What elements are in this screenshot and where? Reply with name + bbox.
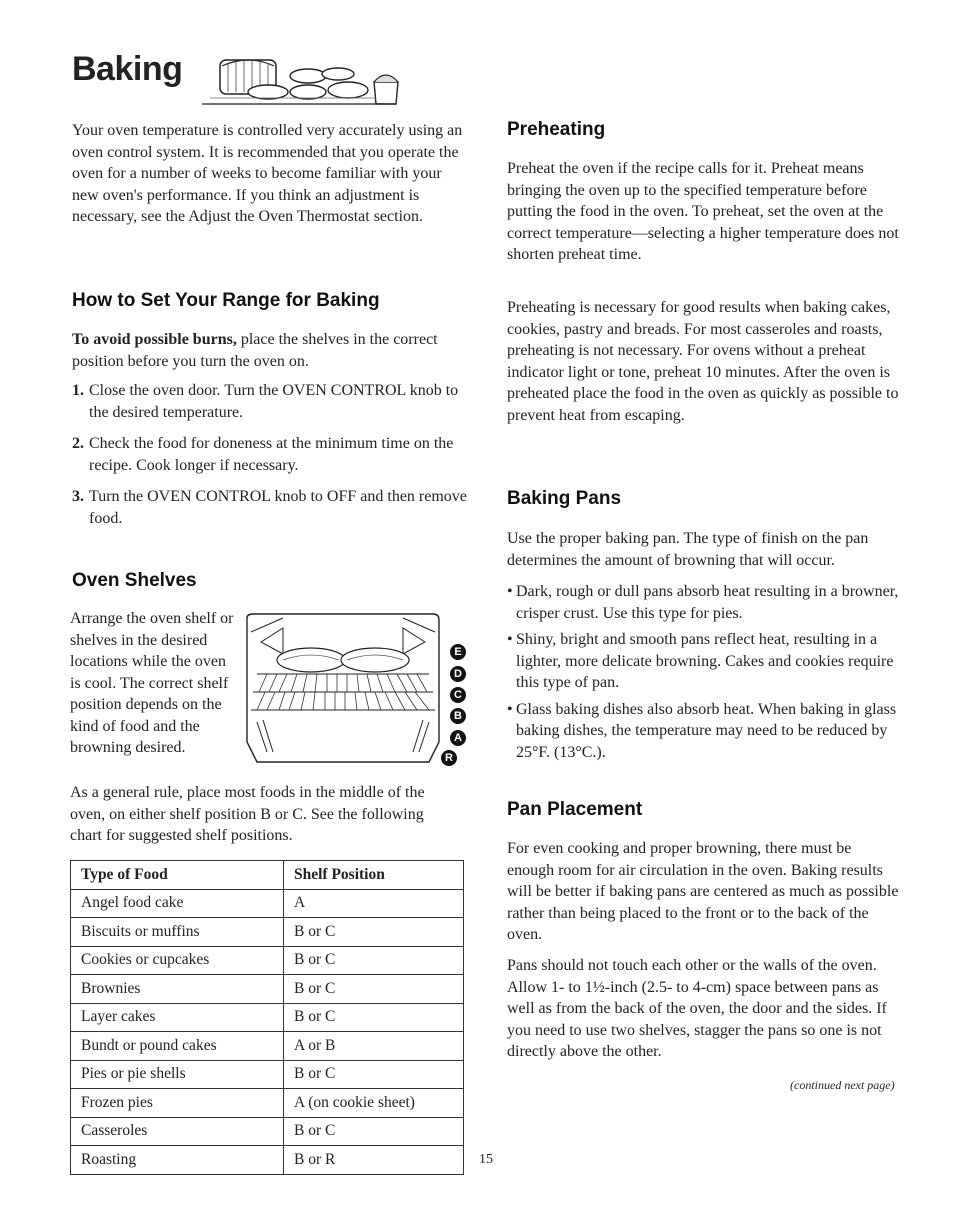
bullet-icon: • xyxy=(507,631,513,648)
column-header: Shelf Position xyxy=(284,861,464,890)
continued-note: (continued next page) xyxy=(790,1078,895,1092)
step-number: 1. xyxy=(72,382,84,399)
food-cell: Biscuits or muffins xyxy=(71,918,284,947)
position-cell: B or C xyxy=(284,1060,464,1089)
food-cell: Frozen pies xyxy=(71,1089,284,1118)
position-cell: B or R xyxy=(284,1146,464,1175)
how-to-heading: How to Set Your Range for Baking xyxy=(72,290,380,311)
shelf-position-table xyxy=(70,860,464,1175)
baking-steps xyxy=(72,380,472,539)
bullet-icon: • xyxy=(507,700,513,718)
table-row xyxy=(71,1117,464,1146)
baking-pans-heading: Baking Pans xyxy=(507,488,622,509)
shelf-label-a: A xyxy=(450,730,466,746)
table-row xyxy=(71,889,464,918)
position-cell: A xyxy=(284,889,464,918)
table-row xyxy=(71,918,464,947)
shelf-label-r: R xyxy=(441,750,457,766)
table-row xyxy=(71,1032,464,1061)
shelf-label-d: D xyxy=(450,666,466,682)
food-cell: Cookies or cupcakes xyxy=(71,946,284,975)
burn-warning-bold: To avoid possible burns, xyxy=(72,331,237,348)
food-cell: Brownies xyxy=(71,975,284,1004)
step-text: Turn the OVEN CONTROL knob to OFF and then remove food. xyxy=(89,488,467,527)
step-number: 2. xyxy=(72,435,84,452)
oven-shelves-text: Arrange the oven shelf or shelves in the desired locations while the oven is cool. The correct shelf position depends on the kind of food and the browning desired. xyxy=(70,610,234,756)
position-cell: B or C xyxy=(284,918,464,947)
table-row xyxy=(71,1089,464,1118)
food-cell: Angel food cake xyxy=(71,889,284,918)
food-cell: Bundt or pound cakes xyxy=(71,1032,284,1061)
shelf-label-c: C xyxy=(450,687,466,703)
table-row xyxy=(71,1003,464,1032)
baked-goods-illustration xyxy=(198,52,404,108)
baking-pans-list xyxy=(507,581,902,768)
position-cell: A (on cookie sheet) xyxy=(284,1089,464,1118)
position-cell: B or C xyxy=(284,946,464,975)
food-cell: Layer cakes xyxy=(71,1003,284,1032)
page-title: Baking xyxy=(72,50,183,88)
pan-placement-paragraph-2: Pans should not touch each other or the walls of the oven. Allow 1- to 1½-inch (2.5- to 4-cm) space between pans as well as from the back of the oven, the door and the sides. If you need to use two shelves, stagger the pans so one is not directly above the other. xyxy=(507,957,887,1060)
burn-warning-text: place the shelves in the correct position before you turn the oven on. xyxy=(72,331,438,370)
preheating-paragraph-1: Preheat the oven if the recipe calls for it. Preheat means bringing the oven up to the specified temperature before putting the food in the oven. To preheat, set the oven at the correct temperature—selecting a higher temperature does not shorten preheat time. xyxy=(507,160,899,263)
preheating-paragraph-2: Preheating is necessary for good results when baking cakes, cookies, pastry and breads. For most casseroles and roasts, preheating is not necessary. For ovens without a preheat indicator light or tone, preheat 10 minutes. After the oven is preheated place the food in the oven as quickly as possible to prevent heat from escaping. xyxy=(507,299,899,424)
list-item xyxy=(507,629,902,694)
preheating-heading: Preheating xyxy=(507,119,606,140)
list-item-text: Dark, rough or dull pans absorb heat resulting in a browner, crisper crust. Use this type for pies. xyxy=(516,583,899,622)
position-cell: A or B xyxy=(284,1032,464,1061)
food-cell: Casseroles xyxy=(71,1117,284,1146)
food-cell: Roasting xyxy=(71,1146,284,1175)
oven-shelves-heading: Oven Shelves xyxy=(72,570,197,591)
burn-warning xyxy=(72,329,472,372)
step-text: Close the oven door. Turn the OVEN CONTROL knob to the desired temperature. xyxy=(89,382,459,421)
table-row xyxy=(71,1146,464,1175)
shelf-label-e: E xyxy=(450,644,466,660)
list-item-text: Glass baking dishes also absorb heat. When baking in glass baking dishes, the temperature may need to be reduced by 25°F. (13°C.). xyxy=(516,700,897,761)
list-item-text: Shiny, bright and smooth pans reflect heat, resulting in a lighter, more delicate browning. Cakes and cookies require this type of pan. xyxy=(516,631,894,691)
position-cell: B or C xyxy=(284,975,464,1004)
step-item xyxy=(72,486,472,529)
intro-paragraph: Your oven temperature is controlled very accurately using an oven control system. It is recommended that you operate the oven for a number of weeks to become familiar with your new oven's performance. If you think an adjustment is necessary, see the Adjust the Oven Thermostat section. xyxy=(72,122,463,225)
shelf-rule-text: As a general rule, place most foods in the middle of the oven, on either shelf position B or C. See the following chart for suggested shelf positions. xyxy=(70,784,425,844)
baking-pans-intro: Use the proper baking pan. The type of finish on the pan determines the amount of browning that will occur. xyxy=(507,530,869,569)
step-number: 3. xyxy=(72,488,84,505)
table-row xyxy=(71,975,464,1004)
table-row xyxy=(71,946,464,975)
step-item xyxy=(72,380,472,423)
step-item xyxy=(72,433,472,476)
food-cell: Pies or pie shells xyxy=(71,1060,284,1089)
column-header: Type of Food xyxy=(71,861,284,890)
shelf-label-b: B xyxy=(450,708,466,724)
pan-placement-heading: Pan Placement xyxy=(507,799,643,820)
position-cell: B or C xyxy=(284,1003,464,1032)
list-item xyxy=(507,699,902,764)
page-number: 15 xyxy=(479,1152,493,1167)
oven-diagram xyxy=(243,612,443,770)
step-text: Check the food for doneness at the minimum time on the recipe. Cook longer if necessary. xyxy=(89,435,454,474)
pan-placement-paragraph-1: For even cooking and proper browning, there must be enough room for air circulation in the oven. Baking results will be better if baking pans are centered as much as possible rather than being placed to the front or to the back of the oven. xyxy=(507,840,899,943)
table-header-row xyxy=(71,861,464,890)
table-row xyxy=(71,1060,464,1089)
position-cell: B or C xyxy=(284,1117,464,1146)
bullet-icon: • xyxy=(507,583,513,600)
list-item xyxy=(507,581,902,624)
